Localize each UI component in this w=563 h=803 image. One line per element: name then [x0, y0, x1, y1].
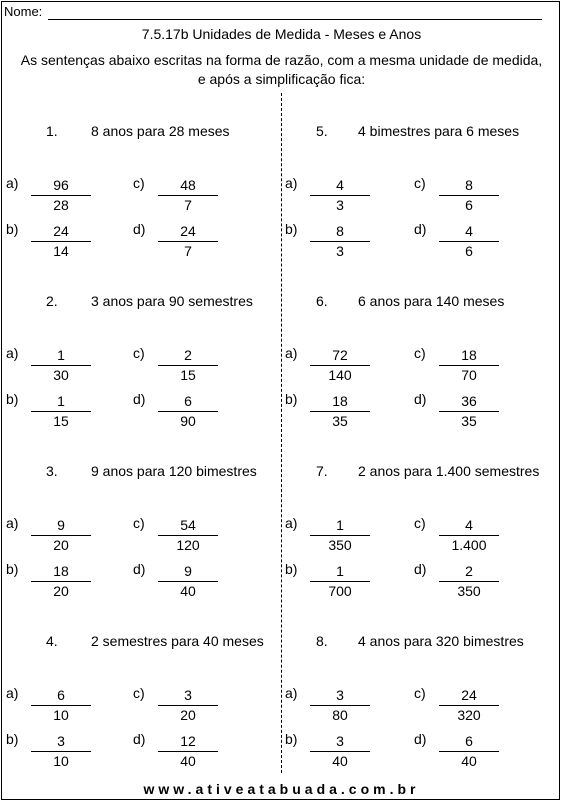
problem-statement: 4 bimestres para 6 meses: [358, 123, 520, 139]
option-label: d): [414, 561, 427, 577]
problem-6: [281, 433, 562, 603]
fraction-denominator: 70: [461, 367, 477, 383]
fraction-denominator: 30: [53, 367, 69, 383]
problem-statement: 2 anos para 1.400 semestres: [358, 463, 540, 479]
answer-option-b[interactable]: [285, 731, 405, 775]
answer-option-d[interactable]: [414, 561, 534, 605]
problem-number: 4.: [46, 633, 58, 649]
problem-number: 8.: [316, 633, 328, 649]
fraction-bar: [158, 411, 218, 412]
answer-option-c[interactable]: [414, 515, 534, 559]
answer-option-d[interactable]: [133, 731, 253, 775]
option-label: d): [414, 391, 427, 407]
option-label: a): [285, 175, 298, 191]
answer-option-b[interactable]: [6, 561, 126, 605]
fraction-denominator: 15: [180, 367, 196, 383]
fraction-denominator: 320: [457, 707, 481, 723]
fraction-denominator: 140: [328, 367, 352, 383]
option-label: d): [414, 221, 427, 237]
fraction-bar: [310, 581, 370, 582]
option-label: c): [133, 345, 145, 361]
fraction-bar: [439, 241, 499, 242]
answer-option-b[interactable]: [285, 391, 405, 435]
answer-option-c[interactable]: [133, 345, 253, 389]
fraction-numerator: 6: [184, 393, 192, 409]
problem-number: 5.: [316, 123, 328, 139]
answer-option-d[interactable]: [414, 391, 534, 435]
option-label: d): [133, 731, 146, 747]
fraction-bar: [31, 241, 91, 242]
answer-option-b[interactable]: [285, 561, 405, 605]
problem-7: [0, 603, 281, 773]
fraction-bar: [439, 705, 499, 706]
fraction-bar: [31, 535, 91, 536]
fraction-denominator: 80: [332, 707, 348, 723]
problem-statement: 8 anos para 28 meses: [91, 123, 230, 139]
answer-option-c[interactable]: [133, 175, 253, 219]
fraction-bar: [31, 581, 91, 582]
option-label: b): [285, 561, 298, 577]
fraction-bar: [439, 365, 499, 366]
fraction-numerator: 1: [57, 347, 65, 363]
option-label: c): [414, 685, 426, 701]
answer-option-a[interactable]: [285, 685, 405, 729]
answer-option-b[interactable]: [6, 731, 126, 775]
fraction-numerator: 24: [461, 687, 477, 703]
fraction-bar: [158, 705, 218, 706]
option-label: b): [6, 731, 19, 747]
fraction-denominator: 28: [53, 197, 69, 213]
problem-statement: 4 anos para 320 bimestres: [358, 633, 524, 649]
option-label: b): [6, 221, 19, 237]
fraction-denominator: 3: [336, 197, 344, 213]
fraction-bar: [158, 751, 218, 752]
fraction-bar: [439, 581, 499, 582]
fraction-bar: [310, 195, 370, 196]
problem-statement: 6 anos para 140 meses: [358, 293, 505, 309]
fraction-denominator: 15: [53, 413, 69, 429]
fraction-denominator: 20: [53, 537, 69, 553]
option-label: c): [133, 515, 145, 531]
option-label: d): [133, 561, 146, 577]
fraction-denominator: 7: [184, 197, 192, 213]
option-label: a): [6, 515, 19, 531]
answer-option-a[interactable]: [6, 345, 126, 389]
fraction-numerator: 72: [332, 347, 348, 363]
fraction-denominator: 120: [176, 537, 200, 553]
fraction-numerator: 18: [332, 393, 348, 409]
option-label: a): [6, 685, 19, 701]
option-label: c): [414, 515, 426, 531]
option-label: a): [6, 175, 19, 191]
fraction-numerator: 54: [180, 517, 196, 533]
fraction-bar: [439, 411, 499, 412]
answer-option-a[interactable]: [6, 175, 126, 219]
fraction-numerator: 3: [336, 687, 344, 703]
option-label: b): [285, 391, 298, 407]
answer-option-c[interactable]: [133, 515, 253, 559]
fraction-denominator: 40: [180, 583, 196, 599]
answer-option-c[interactable]: [414, 175, 534, 219]
fraction-bar: [439, 751, 499, 752]
answer-option-d[interactable]: [133, 391, 253, 435]
fraction-bar: [31, 751, 91, 752]
fraction-denominator: 6: [465, 243, 473, 259]
fraction-numerator: 36: [461, 393, 477, 409]
footer-url: www.ativeatabuada.com.br: [143, 781, 420, 797]
problem-number: 7.: [316, 463, 328, 479]
fraction-denominator: 10: [53, 753, 69, 769]
option-label: a): [285, 515, 298, 531]
fraction-denominator: 700: [328, 583, 352, 599]
fraction-numerator: 2: [465, 563, 473, 579]
problem-8: [281, 603, 562, 773]
fraction-numerator: 24: [180, 223, 196, 239]
page-title: 7.5.17b Unidades de Medida - Meses e Anos: [141, 26, 422, 42]
answer-option-b[interactable]: [6, 221, 126, 265]
problem-statement: 3 anos para 90 semestres: [91, 293, 253, 309]
problem-number: 2.: [46, 293, 58, 309]
fraction-numerator: 24: [53, 223, 69, 239]
fraction-numerator: 6: [465, 733, 473, 749]
fraction-numerator: 8: [336, 223, 344, 239]
answer-option-a[interactable]: [285, 515, 405, 559]
problem-number: 3.: [46, 463, 58, 479]
fraction-bar: [310, 535, 370, 536]
fraction-denominator: 6: [465, 197, 473, 213]
fraction-denominator: 3: [336, 243, 344, 259]
fraction-numerator: 4: [465, 223, 473, 239]
fraction-numerator: 1: [57, 393, 65, 409]
fraction-numerator: 18: [53, 563, 69, 579]
option-label: c): [133, 685, 145, 701]
fraction-numerator: 4: [336, 177, 344, 193]
answer-option-d[interactable]: [414, 731, 534, 775]
answer-option-c[interactable]: [414, 345, 534, 389]
fraction-denominator: 35: [461, 413, 477, 429]
name-input-line[interactable]: [48, 19, 542, 20]
option-label: a): [285, 345, 298, 361]
answer-option-a[interactable]: [285, 345, 405, 389]
fraction-bar: [158, 241, 218, 242]
fraction-bar: [31, 411, 91, 412]
fraction-denominator: 10: [53, 707, 69, 723]
name-label: Nome:: [4, 4, 43, 19]
problem-statement: 9 anos para 120 bimestres: [91, 463, 257, 479]
option-label: c): [133, 175, 145, 191]
answer-option-b[interactable]: [285, 221, 405, 265]
option-label: b): [285, 221, 298, 237]
fraction-denominator: 40: [332, 753, 348, 769]
option-label: a): [285, 685, 298, 701]
fraction-numerator: 96: [53, 177, 69, 193]
fraction-numerator: 9: [57, 517, 65, 533]
fraction-numerator: 48: [180, 177, 196, 193]
fraction-bar: [310, 705, 370, 706]
fraction-bar: [158, 581, 218, 582]
fraction-numerator: 3: [184, 687, 192, 703]
option-label: d): [414, 731, 427, 747]
problem-2: [281, 93, 562, 263]
fraction-denominator: 20: [53, 583, 69, 599]
fraction-bar: [31, 705, 91, 706]
fraction-bar: [158, 195, 218, 196]
fraction-denominator: 1.400: [451, 537, 487, 553]
fraction-bar: [158, 535, 218, 536]
fraction-bar: [31, 195, 91, 196]
option-label: a): [6, 345, 19, 361]
fraction-bar: [310, 751, 370, 752]
answer-option-d[interactable]: [133, 561, 253, 605]
problem-number: 6.: [316, 293, 328, 309]
fraction-denominator: 7: [184, 243, 192, 259]
fraction-numerator: 12: [180, 733, 196, 749]
option-label: b): [6, 561, 19, 577]
problem-3: [0, 263, 281, 433]
option-label: d): [133, 391, 146, 407]
problem-statement: 2 semestres para 40 meses: [91, 633, 264, 649]
fraction-bar: [439, 535, 499, 536]
fraction-numerator: 6: [57, 687, 65, 703]
problem-number: 1.: [46, 123, 58, 139]
fraction-denominator: 40: [461, 753, 477, 769]
fraction-denominator: 35: [332, 413, 348, 429]
fraction-denominator: 350: [457, 583, 481, 599]
fraction-numerator: 8: [465, 177, 473, 193]
fraction-numerator: 1: [336, 517, 344, 533]
option-label: c): [414, 345, 426, 361]
fraction-denominator: 20: [180, 707, 196, 723]
answer-option-c[interactable]: [133, 685, 253, 729]
fraction-denominator: 350: [328, 537, 352, 553]
fraction-numerator: 3: [57, 733, 65, 749]
answer-option-b[interactable]: [6, 391, 126, 435]
fraction-bar: [31, 365, 91, 366]
fraction-numerator: 4: [465, 517, 473, 533]
fraction-bar: [310, 365, 370, 366]
answer-option-d[interactable]: [414, 221, 534, 265]
problem-4: [281, 263, 562, 433]
fraction-bar: [310, 411, 370, 412]
fraction-numerator: 1: [336, 563, 344, 579]
answer-option-d[interactable]: [133, 221, 253, 265]
answer-option-a[interactable]: [285, 175, 405, 219]
fraction-bar: [310, 241, 370, 242]
answer-option-a[interactable]: [6, 685, 126, 729]
instructions-line-2: e após a simplificação fica:: [197, 71, 366, 87]
fraction-numerator: 18: [461, 347, 477, 363]
option-label: c): [414, 175, 426, 191]
problem-5: [0, 433, 281, 603]
answer-option-c[interactable]: [414, 685, 534, 729]
fraction-denominator: 90: [180, 413, 196, 429]
fraction-numerator: 2: [184, 347, 192, 363]
fraction-bar: [158, 365, 218, 366]
fraction-denominator: 40: [180, 753, 196, 769]
option-label: b): [6, 391, 19, 407]
answer-option-a[interactable]: [6, 515, 126, 559]
option-label: b): [285, 731, 298, 747]
problem-1: [0, 93, 281, 263]
fraction-numerator: 9: [184, 563, 192, 579]
fraction-numerator: 3: [336, 733, 344, 749]
fraction-denominator: 14: [53, 243, 69, 259]
fraction-bar: [439, 195, 499, 196]
instructions-line-1: As sentenças abaixo escritas na forma de razão, com a mesma unidade de medida,: [20, 52, 543, 68]
option-label: d): [133, 221, 146, 237]
